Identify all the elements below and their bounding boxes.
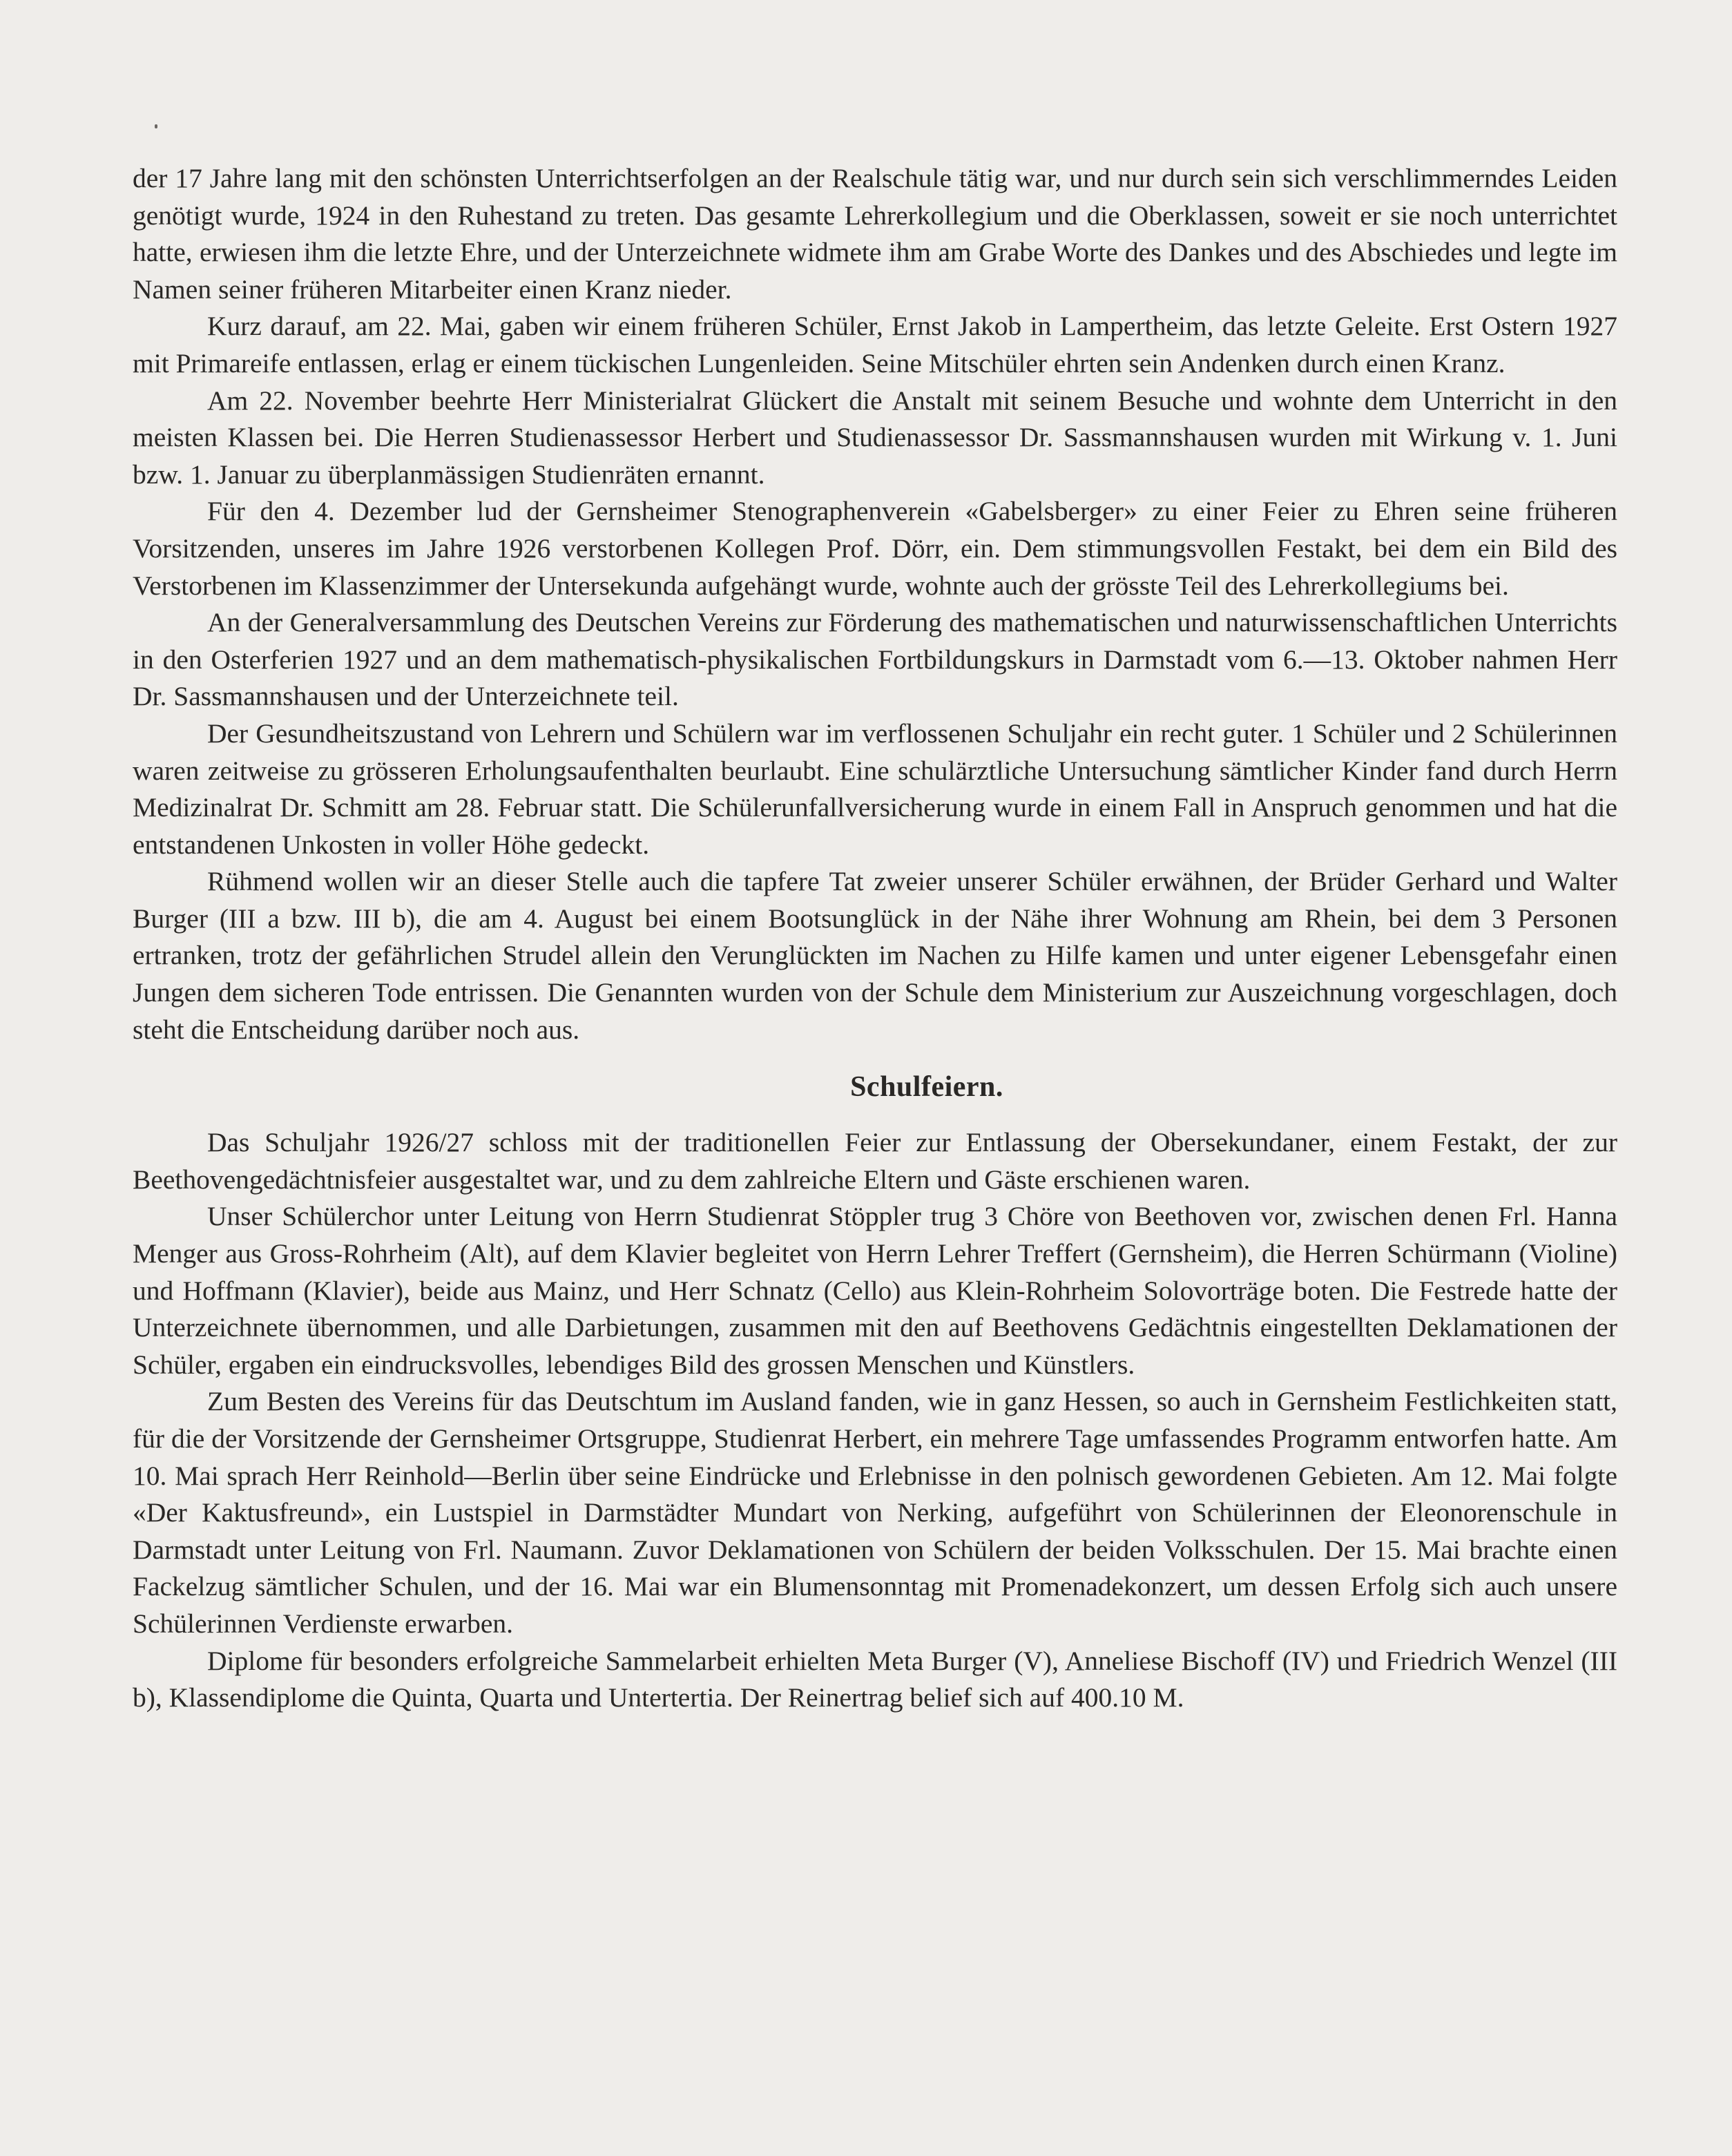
section-heading-schulfeiern: Schulfeiern.: [850, 1071, 1003, 1104]
paragraph-stenography-celebration: Für den 4. Dezember lud der Gernsheimer Stenographenverein «Gabelsberger» zu einer Feier zu Ehren seine früheren Vorsitzenden, unseres im Jahre 1926 verstorbenen Kollegen Prof. Dörr, ein. Dem stimmungsvollen Festakt, bei dem ein Bild des Verstorbenen im Klassenzimmer der Untersekunda aufgehängt wurde, wohnte auch der grösste Teil des Lehrerkollegiums bei.: [133, 496, 1617, 601]
paragraph-health-status: Der Gesundheitszustand von Lehrern und Schülern war im verflossenen Schuljahr ein recht guter. 1 Schüler und 2 Schülerinnen waren zeitweise zu grösseren Erholungsaufenthalten beurlaubt. Eine schulärztliche Untersuchung sämtlicher Kinder fand durch Herrn Medizinalrat Dr. Schmitt am 28. Februar statt. Die Schülerunfallversicherung wurde in einem Fall in Anspruch genommen und hat die entstandenen Unkosten in voller Höhe gedeckt.: [133, 718, 1617, 860]
paragraph-school-year-close: Das Schuljahr 1926/27 schloss mit der traditionellen Feier zur Entlassung der Obersekundaner, einem Festakt, der zur Beethovengedächtnisfeier ausgestaltet war, und zu dem zahlreiche Eltern und Gäste erschienen waren.: [133, 1127, 1617, 1195]
paragraph-general-assembly: An der Generalversammlung des Deutschen Vereins zur Förderung des mathematischen und naturwissenschaftlichen Unterrichts in den Osterferien 1927 und an dem mathematisch-physikalischen Fortbildungskurs in Darmstadt vom 6.—13. Oktober nahmen Herr Dr. Sassmannshausen und der Unterzeichnete teil.: [133, 607, 1617, 712]
paragraph-festivities: Zum Besten des Vereins für das Deutschtum im Ausland fanden, wie in ganz Hessen, so auch in Gernsheim Festlichkeiten statt, für die der Vorsitzende der Gernsheimer Ortsgruppe, Studienrat Herbert, ein mehrere Tage umfassendes Programm entworfen hatte. Am 10. Mai sprach Herr Reinhold—Berlin über seine Eindrücke und Erlebnisse in den polnisch gewordenen Gebieten. Am 12. Mai folgte «Der Kaktusfreund», ein Lustspiel in Darmstädter Mundart von Nerking, aufgeführt von Schülerinnen der Eleonorenschule in Darmstadt unter Leitung von Frl. Naumann. Zuvor Deklamationen von Schülern der beiden Volksschulen. Der 15. Mai brachte einen Fackelzug sämtlicher Schulen, und der 16. Mai war ein Blumensonntag mit Promenadekonzert, um dessen Erfolg sich auch unsere Schülerinnen Verdienste erwarben.: [133, 1386, 1617, 1639]
paragraph-choir-performance: Unser Schülerchor unter Leitung von Herrn Studienrat Stöppler trug 3 Chöre von Beethoven vor, zwischen denen Frl. Hanna Menger aus Gross-Rohrheim (Alt), auf dem Klavier begleitet von Herrn Lehrer Treffert (Gernsheim), die Herren Schürmann (Violine) und Hoffmann (Klavier), beide aus Mainz, und Herr Schnatz (Cello) aus Klein-Rohrheim Solovorträge boten. Die Festrede hatte der Unterzeichnete übernommen, und alle Darbietungen, zusammen mit den auf Beethovens Gedächtnis eingestellten Deklamationen der Schüler, ergaben ein eindrucksvolles, lebendiges Bild des grossen Menschen und Künstlers.: [133, 1201, 1617, 1380]
paragraph-obituary-teacher: der 17 Jahre lang mit den schönsten Unterrichtserfolgen an der Realschule tätig war, und nur durch sein sich verschlimmerndes Leiden genötigt wurde, 1924 in den Ruhestand zu treten. Das gesamte Lehrerkollegium und die Oberklassen, soweit er sie noch unterrichtet hatte, erwiesen ihm die letzte Ehre, und der Unterzeichnete widmete ihm am Grabe Worte des Dankes und des Abschiedes und legte im Namen seiner früheren Mitarbeiter einen Kranz nieder.: [133, 163, 1617, 305]
paragraph-diplomas: Diplome für besonders erfolgreiche Sammelarbeit erhielten Meta Burger (V), Anneliese Bischoff (IV) und Friedrich Wenzel (III b), Klassendiplome die Quinta, Quarta und Untertertia. Der Reinertrag belief sich auf 400.10 M.: [133, 1645, 1617, 1713]
paragraph-ministerial-visit: Am 22. November beehrte Herr Ministerialrat Glückert die Anstalt mit seinem Besuche und wohnte dem Unterricht in den meisten Klassen bei. Die Herren Studienassessor Herbert und Studienassessor Dr. Sassmannshausen wurden mit Wirkung v. 1. Juni bzw. 1. Januar zu überplanmässigen Studienräten ernannt.: [133, 385, 1617, 490]
paragraph-rescue-deed: Rühmend wollen wir an dieser Stelle auch die tapfere Tat zweier unserer Schüler erwähnen, der Brüder Gerhard und Walter Burger (III a bzw. III b), die am 4. August bei einem Bootsunglück in der Nähe ihrer Wohnung am Rhein, bei dem 3 Personen ertranken, trotz der gefährlichen Strudel allein den Verunglückten im Nachen zu Hilfe kamen und unter eigener Lebensgefahr einen Jungen dem sicheren Tode entrissen. Die Genannten wurden von der Schule dem Ministerium zur Auszeichnung vorgeschlagen, doch steht die Entscheidung darüber noch aus.: [133, 866, 1617, 1045]
ink-speck: [155, 124, 157, 128]
paragraph-obituary-student: Kurz darauf, am 22. Mai, gaben wir einem früheren Schüler, Ernst Jakob in Lampertheim, das letzte Geleite. Erst Ostern 1927 mit Primareife entlassen, erlag er einem tückischen Lungenleiden. Seine Mitschüler ehrten sein Andenken durch einen Kranz.: [133, 311, 1617, 378]
page-body: [133, 160, 1617, 1717]
